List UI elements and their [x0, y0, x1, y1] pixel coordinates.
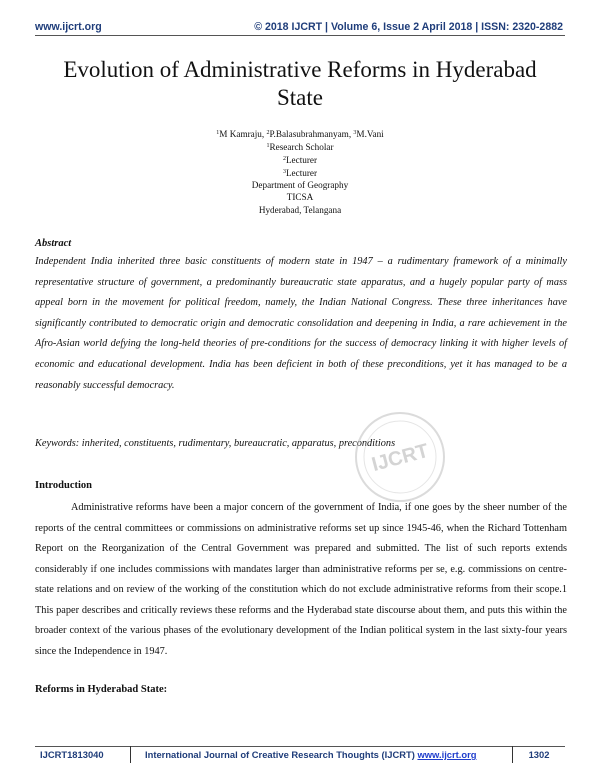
author-department: Department of Geography	[251, 180, 349, 191]
keywords: Keywords: inherited, constituents, rudimentary, bureaucratic, apparatus, preconditions	[35, 438, 396, 449]
author-role-2: $^2$Lecturer	[282, 155, 318, 166]
header-site-link[interactable]: www.ijcrt.org	[35, 21, 102, 33]
page-footer	[35, 749, 565, 763]
paper-title: Evolution of Administrative Reforms in Hyderabad State	[63, 57, 537, 110]
reforms-heading: Reforms in Hyderabad State:	[35, 684, 168, 695]
footer-journal-name: International Journal of Creative Research Thoughts (IJCRT)	[145, 749, 418, 760]
abstract-heading: Abstract	[35, 238, 72, 249]
author-role-1: $^1$Research Scholar	[266, 142, 334, 153]
footer-separator	[130, 746, 131, 763]
footer-journal	[145, 749, 477, 760]
ijcrt-watermark-logo	[345, 412, 455, 502]
author-role-3: $^3$Lecturer	[282, 168, 318, 179]
footer-divider	[35, 746, 565, 747]
introduction-heading: Introduction	[35, 480, 92, 491]
footer-paper-code: IJCRT1813040	[40, 749, 104, 760]
header-divider	[35, 35, 565, 36]
author-location: Hyderabad, Telangana	[258, 204, 342, 215]
footer-page-number: 1302	[528, 749, 550, 760]
author-block	[60, 127, 540, 216]
author-names: $^1$M Kamraju, $^2$P.Balasubrahmanyam, $^3$M.Vani	[216, 129, 384, 139]
author-institute: TICSA	[286, 192, 314, 203]
footer-journal-link[interactable]: www.ijcrt.org	[417, 749, 477, 760]
header-citation: © 2018 IJCRT | Volume 6, Issue 2 April 2018 | ISSN: 2320-2882	[254, 21, 563, 33]
abstract-body: Independent India inherited three basic constituents of modern state in 1947 – a rudimentary framework of a minimally representative structure of government, a predominantly bureaucratic state apparatus, and a hugely popular party of mass appeal born in the movement for political freedom, namely, the Indian National Congress. These three inheritances have significantly contributed to democratic origin and democratic consolidation and deepening in India, a rare achievement in the Afro-Asian world defying the long-held theories of pre-conditions for the success of democracy linking it with higher levels of economic and educational development. India has been deficient in both of these preconditions, yet it has managed to be a reasonably successful democracy.	[35, 256, 567, 391]
introduction-body: Administrative reforms have been a major concern of the government of India, if one goes by the sheer number of the reports of the central committees or commissions on administrative reforms set up since 1945-46, when the Richard Tottenham Report on the Reorganization of the Central Government was prepared and submitted. The list of such reports extends considerably if one includes commissions with mandates larger than administrative reforms per se, e.g. commissions on centre-state relations and on review of the working of the constitution which do not exclude administrative reforms from their scope.1 This paper describes and critically reviews these reforms and the Hyderabad state discourse about them, and puts this within the broader context of the various phases of the evolutionary development of the Indian political system in the last sixty-four years since the Independence in 1947.	[35, 502, 567, 657]
watermark-text: IJCRT	[369, 439, 432, 477]
